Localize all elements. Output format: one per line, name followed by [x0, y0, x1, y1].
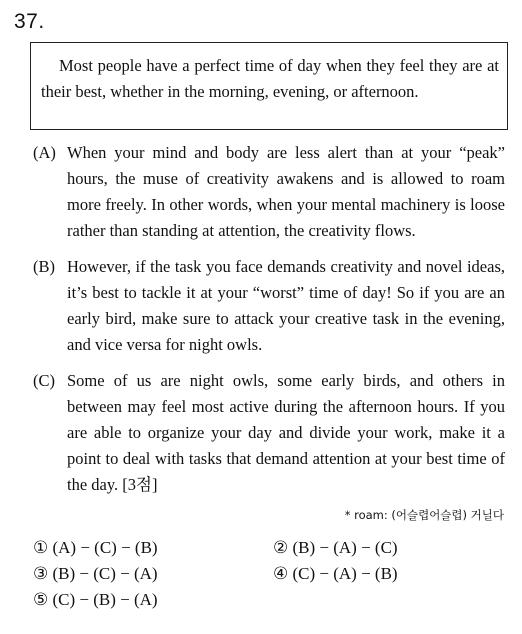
question-number: 37. [14, 10, 45, 33]
paragraph-b [33, 254, 505, 358]
paragraph-b-text: However, if the task you face demands creativity and novel ideas, it’s best to tackle it at your “worst” time of day! So if you are an early bird, make sure to attack your creative task in the evening, and vice versa for night owls. [67, 257, 505, 354]
answer-option-3[interactable]: ③ (B) − (C) − (A) [33, 564, 158, 583]
answer-option-2[interactable]: ② (B) − (A) − (C) [273, 538, 398, 557]
paragraph-a-label: (A) [33, 143, 56, 162]
intro-box: Most people have a perfect time of day when they feel they are at their best, whether in the morning, evening, or afternoon. [30, 42, 508, 130]
paragraph-a [33, 140, 505, 244]
answer-option-5[interactable]: ⑤ (C) − (B) − (A) [33, 590, 158, 609]
answer-option-4[interactable]: ④ (C) − (A) − (B) [273, 564, 398, 583]
paragraph-c-text: Some of us are night owls, some early birds, and others in between may feel most active during the afternoon hours. If you are able to organize your day and divide your work, make it a point to deal with tasks that demand attention at your best time of the day. [3점] [67, 371, 505, 494]
answer-option-1[interactable]: ① (A) − (C) − (B) [33, 538, 158, 557]
paragraph-a-text: When your mind and body are less alert than at your “peak” hours, the muse of creativity awakens and is allowed to roam more freely. In other words, when your mental machinery is loose rather than standing at attention, the creativity flows. [67, 143, 505, 240]
paragraph-c-label: (C) [33, 371, 55, 390]
paragraph-c [33, 368, 505, 498]
footnote: * roam: (어슬렵어슬렵) 거닐다 [344, 508, 504, 522]
paragraph-b-label: (B) [33, 257, 55, 276]
